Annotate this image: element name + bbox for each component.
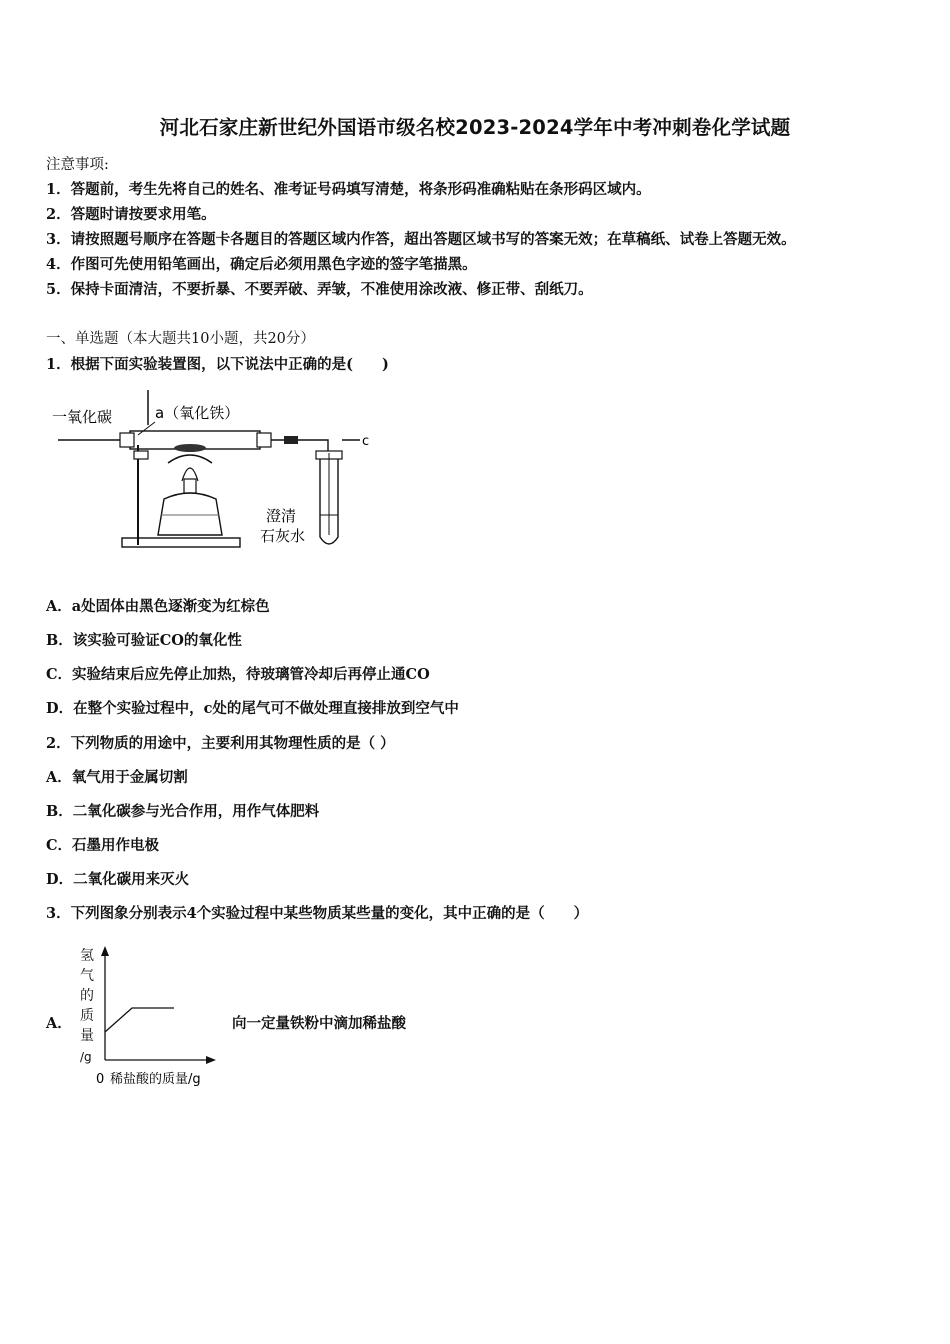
y-label-char-1: 氢: [80, 948, 94, 964]
lamp-neck: [184, 479, 196, 493]
y-label-char-2: 气: [80, 968, 94, 984]
iron-oxide-sample: [174, 444, 206, 452]
notice-heading: 注意事项:: [46, 157, 109, 173]
y-label-unit: /g: [80, 1050, 92, 1064]
limewater-label-1: 澄清: [266, 507, 297, 525]
label-c: c: [362, 434, 370, 449]
q3-stem: 3．下列图象分别表示4个实验过程中某些物质某些量的变化，其中正确的是（ ）: [46, 905, 589, 922]
page-title: 河北石家庄新世纪外国语市级名校2023-2024学年中考冲刺卷化学试题: [159, 116, 791, 139]
notice-item-3: 3．请按照题号顺序在答题卡各题目的答题区域内作答，超出答题区域书写的答案无效；在草稿纸、试卷上答题无效。: [46, 231, 796, 248]
clamp: [134, 451, 148, 459]
flame-guard: [168, 455, 212, 463]
q1-option-b: B．该实验可验证CO的氧化性: [46, 632, 242, 649]
q1-option-a: A．a处固体由黑色逐渐变为红棕色: [46, 598, 270, 615]
notice-item-2: 2．答题时请按要求用笔。: [46, 206, 216, 223]
section-heading: 一、单选题（本大题共10小题，共20分）: [46, 331, 315, 347]
alcohol-lamp: [158, 493, 222, 535]
q1-option-c: C．实验结束后应先停止加热，待玻璃管冷却后再停止通CO: [46, 666, 430, 683]
y-axis-arrow-icon: [101, 946, 109, 956]
y-label-char-4: 质: [80, 1008, 94, 1024]
notice-item-1: 1．答题前，考生先将自己的姓名、准考证号码填写清楚，将条形码准确粘贴在条形码区域内。: [46, 181, 651, 198]
co-gas-label: 一氧化碳: [52, 408, 113, 426]
x-axis-arrow-icon: [206, 1056, 216, 1064]
apparatus-figure: [50, 385, 370, 557]
graph-origin: 0: [96, 1072, 105, 1087]
q2-option-d: D．二氧化碳用来灭火: [46, 871, 190, 888]
right-stopper: [257, 433, 271, 447]
q3-option-a-desc: 向一定量铁粉中滴加稀盐酸: [232, 1015, 406, 1032]
q2-option-b: B．二氧化碳参与光合作用，用作气体肥料: [46, 803, 320, 820]
left-stopper: [120, 433, 134, 447]
q2-stem: 2．下列物质的用途中，主要利用其物理性质的是（ ）: [46, 735, 395, 752]
hydrogen-curve: [105, 1008, 174, 1032]
q1-stem: 1．根据下面实验装置图，以下说法中正确的是( ): [46, 356, 389, 373]
q2-option-a: A．氧气用于金属切割: [46, 769, 188, 786]
pointer-line: [138, 422, 155, 435]
label-a: a（氧化铁）: [155, 404, 240, 422]
y-label-char-5: 量: [80, 1028, 94, 1044]
y-label-char-3: 的: [80, 988, 94, 1004]
stand-base: [122, 538, 240, 547]
rubber-tube: [284, 436, 298, 444]
q1-option-d: D．在整个实验过程中，c处的尾气可不做处理直接排放到空气中: [46, 700, 459, 717]
limewater-label-2: 石灰水: [260, 527, 306, 545]
notice-item-5: 5．保持卡面清洁，不要折暴、不要弄破、弄皱，不准使用涂改液、修正带、刮纸刀。: [46, 281, 593, 298]
q3-option-a-letter: A．: [46, 1015, 72, 1032]
q2-option-c: C．石墨用作电极: [46, 837, 160, 854]
q3-graph: [74, 940, 234, 1090]
notice-item-4: 4．作图可先使用铅笔画出，确定后必须用黑色字迹的签字笔描黑。: [46, 256, 477, 273]
x-axis-label: 稀盐酸的质量/g: [110, 1072, 201, 1087]
